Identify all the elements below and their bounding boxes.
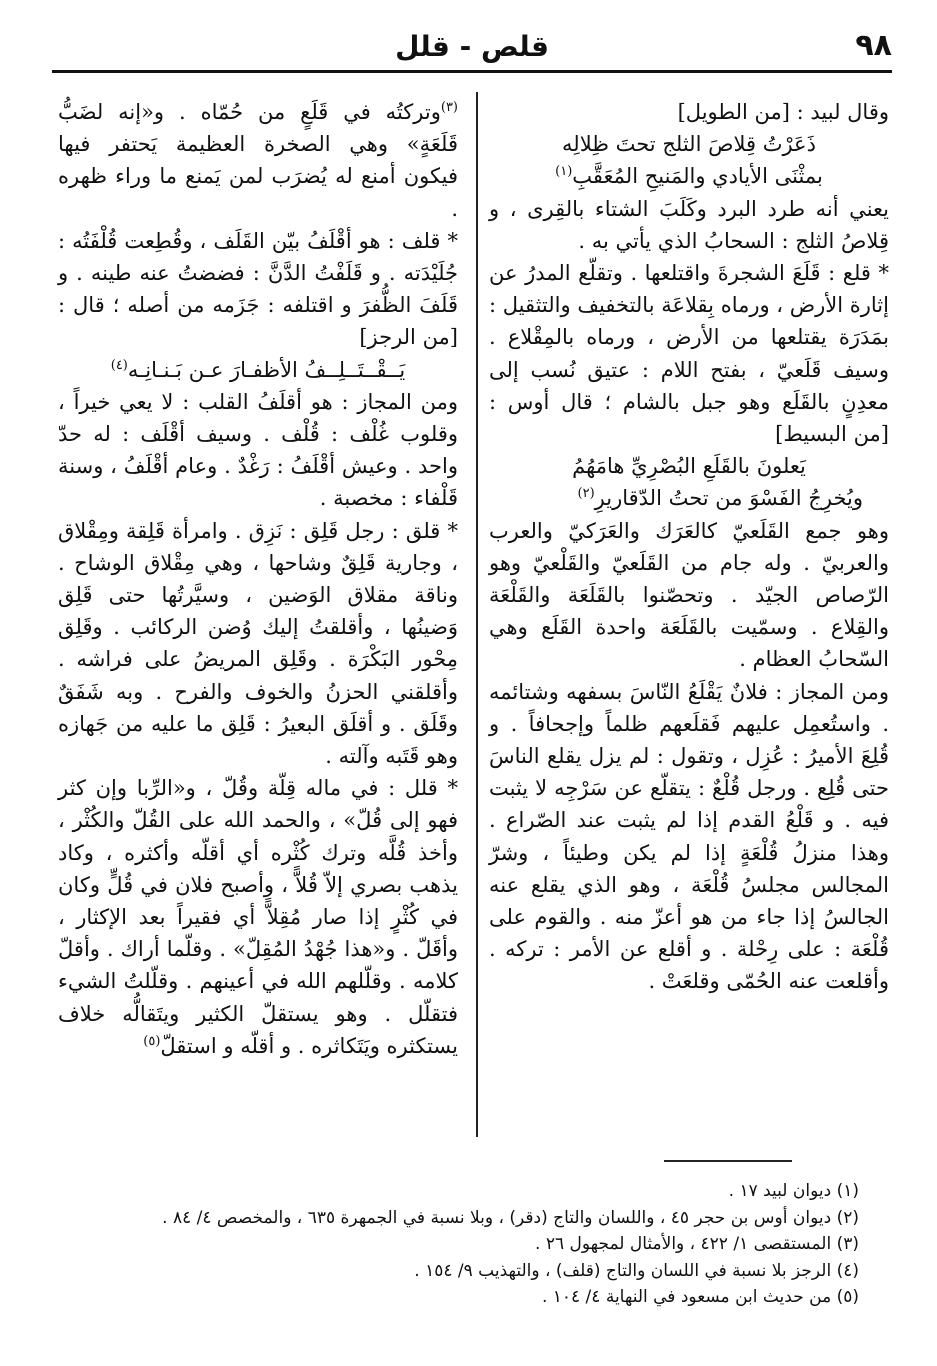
paragraph: $^{(٣)}$وتركتُه في قَلَعٍ من حُمّاه . و«إنه لضَبُّ قَلَعَةٍ» وهي الصخرة العظيمة يَحتفر فيها فيكون أمنع له يُضرَب لمن يَمنع ما وراء ظهره . [58,100,458,221]
paragraph: وهو جمع القَلَعيّ كالعَرَك والعَرَكيّ والعرب والعربيّ . وله جام من القَلَعيّ والقَلْعيّ وهو الرّصاص الجيّد . وتحصّنوا بالقَلَعَة والقَلْعَة والقِلاع . وسمّيت بالقَلَعَة واحدة القَلَع وهي السّحابُ العظام . [489,518,889,672]
footnote-ref: (٤) [110,357,128,373]
paragraph: وقال لبيد : [من الطويل] [677,100,889,124]
entry-qalal: * قلل : في ماله قِلّة وقُلّ ، و«الرِّبا وإن كثر فهو إلى قُلّ» ، والحمد الله على القُلّ والكُثْر ، وأخذ قُلَّه وترك كُثْره أي أقلّه وأكثره ، وكاد يذهب بصري إلاّ قُلاًّ ، وأصبح فلان في قُلٍّ وكان في كُثْرٍ إذا صار مُقِلاًّ أي فقيراً بعد الإكثار ، وأقَلّ . و«هذا جُهْدُ المُقِلّ» . وقلّما أراك . وأقلّ كلامه . وقلّلهم الله في أعينهم . وقلّلتُ الشيء فتقلّل . وهو يستقلّ الكثير ويتَقالُّه خلاف يستكثره ويَتَكاثره . و أقلّه و استقلّ$^{(٥)}$ [58,776,458,1058]
footnote: (٤) الرجز بلا نسبة في اللسان والتاج (قلف) ، والتهذيب ٩/ ١٥٤ . [414,1260,859,1281]
paragraph: يعني أنه طرد البرد وكَلَبَ الشتاء بالقِرى ، و قِلاصُ الثلج : السحابُ الذي يأتي به . [489,196,889,253]
page-number: ٩٨ [855,28,892,63]
footnote-ref: (٥) [143,1033,161,1049]
right-column [489,96,889,998]
footnote-ref: (٣) [440,100,458,115]
verse-line: ذَعَرْتُ قِلاصَ الثلج تحتَ ظِلالِه [562,132,816,157]
footnote-rule [664,1160,792,1162]
entry-qalaq: * قلق : رجل قَلِق : نَزِق . وامرأة قَلِقة ومِقْلاق ، وجارية قَلِقٌ وشاحها ، وهي مِقْلاق الوشاح . وناقة مقلاق الوَضين ، وسيَّرتُها حتى قَلِق وَضينُها ، وأقلقتُ إليك وُضن الركائب . وقَلِق مِحْور البَكْرَة . وقَلِق المريضُ على فراشه . وأقلقني الحزنُ والخوف والفرح . وبه شَفَقٌ وقَلَق . و أقلَق البعيرُ : قَلِق ما عليه من جَهازه وهو قَتَبه وآلته . [58,518,458,769]
footnote: (٢) ديوان أوس بن حجر ٤٥ ، واللسان والتاج (دقر) ، وبلا نسبة في الجمهرة ٦٣٥ ، والمخصص ٤/ ٨٤ . [162,1207,859,1228]
running-head: قلص - قلل [395,30,549,63]
column-divider [476,92,478,1137]
entry-qalaf: * قلف : هو أقْلَفُ بيّن القَلَف ، وقُطِعت قُلْفَتُه : جُلَيْدَته . و قَلَفْتُ الدَّنَّ : فضضتُ عنه طينه . و قَلَفَ الظُّفرَ و اقتلفه : جَزَمه من أصله ؛ قال : [من الرجز] [58,228,458,350]
entry-qala: * قلع : قَلَعَ الشجرةَ واقتلعها . وتقلّع المدرُ عن إثارة الأرض ، ورماه بِقلاعَة بالتخفيف والتثقيل : بمَدَرَة يقتلعها من الأرض ، ورماه بالمِقْلاع . وسيف قَلَعيّ ، بفتح اللام : عتيق نُسب إلى معدِنٍ بالقَلَع وهو جبل بالشام ؛ قال أوس : [من البسيط] [488,261,889,447]
left-column [58,96,458,1062]
paragraph: ومن المجاز : فلانٌ يَقْلَعُ النّاسَ بسفهه وشتائمه . واستُعمِل عليهم فَقلَعهم ظلماً وإجحافاً . و قُلِعَ الأميرُ : عُزِل ، وتقول : لم يزل يقلع الناسَ حتى قُلِع . ورجل قُلْعٌ : يتقلّع عن سَرْجِه لا يثبت فيه . و قَلْعُ القدم إذا لم يثبت عند الصّراع . وهذا منزلُ قُلْعَةٍ إذا لم يكن وطيئاً ، وشرّ المجالس مجلسُ قُلْعَة ، وهو الذي يقلع عنه الجالسُ إذا جاء من هو أعزّ منه . والقوم على قُلْعَة : على رِحْلة . و أقلع عن الأمر : تركه . وأقلعت عنه الحُمّى وقلعَتْ . [489,679,889,994]
footnote: (١) ديوان لبيد ١٧ . [728,1181,859,1201]
footnote-ref: (١) [555,164,573,180]
footnotes [79,1178,859,1311]
footnote: (٣) المستقصى ١/ ٤٢٢ ، والأمثال لمجهول ٢٦ . [535,1234,859,1254]
verse-line: ويُخرِجُ الفَسْوَ من تحتُ الدّقاريرِ$^{(٢)}$ [577,486,863,511]
verse-line: يَعلونَ بالقَلَعِ البُصْرِيِّ هامَهُمُ [572,454,806,479]
verse-line: يَــقْــتَــلِــفُ الأظفـارَ عـن بَـنـانِـه$^{(٤)}$ [110,357,406,382]
header-rule [52,70,892,73]
paragraph: ومن المجاز : هو أقلَفُ القلب : لا يعي خيراً ، وقلوب غُلْف : قُلْف . وسيف أقْلَف : له حدّ واحد . وعيش أقْلَفُ : رَغْدٌ . وعام أقْلَفُ ، وسنة قَلْفاء : مخصبة . [58,389,458,511]
footnote: (٥) من حديث ابن مسعود في النهاية ٤/ ١٠٤ . [541,1287,859,1307]
footnote-ref: (٢) [577,486,595,502]
page-header [52,18,892,66]
verse-line: بمثْنَى الأيادي والمَنيحِ المُعَقَّبِ$^{(١)}$ [555,164,823,189]
